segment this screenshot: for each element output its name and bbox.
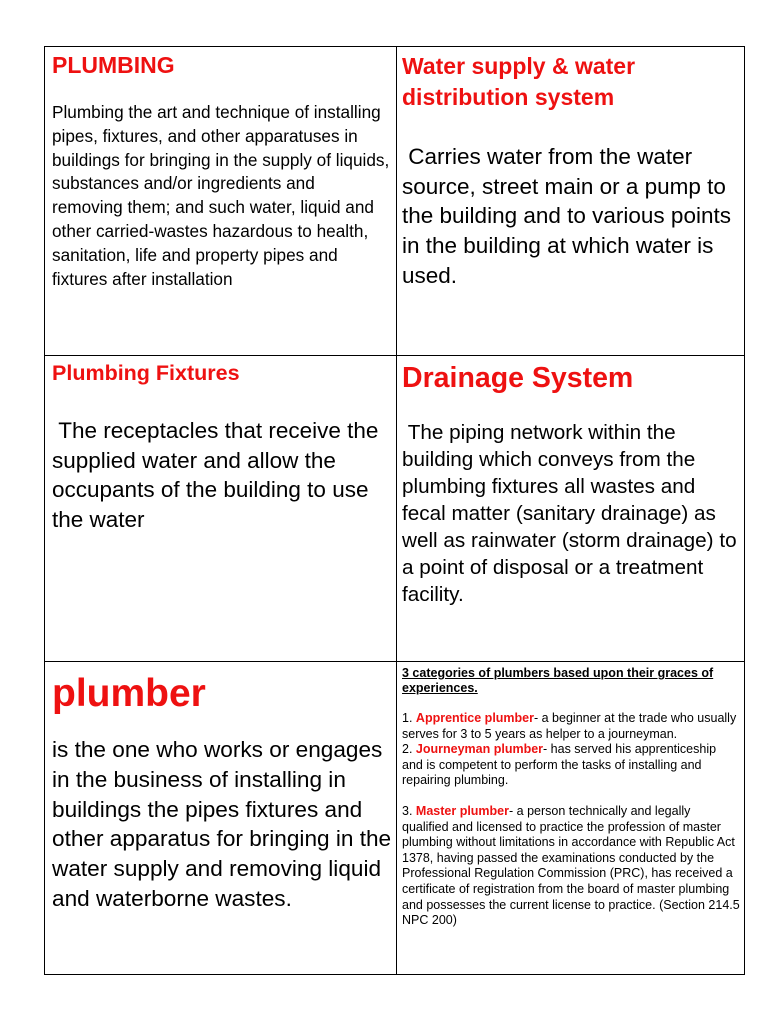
category-item-journeyman: [402, 742, 740, 789]
cell-drainage-system: [402, 360, 744, 608]
water-supply-title: Water supply & water distribution system: [402, 53, 636, 110]
category-number: 3.: [402, 803, 413, 818]
plumber-title: plumber: [52, 672, 206, 715]
category-description: - has served his apprenticeship and is competent to perform the tasks of installing and repairing plumbing.: [402, 742, 717, 788]
fixtures-title: Plumbing Fixtures: [52, 361, 240, 385]
category-number: 1.: [402, 711, 413, 725]
cell-plumbing: [52, 52, 390, 291]
drainage-body: [402, 419, 744, 608]
category-name: Journeyman plumber: [415, 742, 544, 757]
category-name: Master plumber: [415, 803, 510, 818]
drainage-title: Drainage System: [402, 362, 634, 394]
column-divider: [396, 46, 397, 975]
plumbing-body: Plumbing the art and technique of installing pipes, fixtures, and other apparatuses in buildings for bringing in the supply of liquids, substances and/or ingredients and removing them; and such water, liquid and other carried-wastes hazardous to health, sanitation, life and property pipes and fixtures after installation: [52, 102, 390, 289]
cell-plumber-categories: [402, 666, 740, 929]
category-name: Apprentice plumber: [415, 711, 534, 725]
category-item-apprentice: [402, 711, 740, 742]
cell-plumbing-fixtures: [52, 359, 390, 535]
category-description: - a person technically and legally qualified and licensed to practice the profession of master plumbing without limitations in accordance with Republic Act 1378, having passed the examinations conducted by the Professional Regulation Commission (PRC), has received a certificate of registration from the board of master plumbing and possesses the current license to practice. (Section 214.5 NPC 200): [402, 803, 740, 928]
fixtures-body-text: The receptacles that receive the supplied water and allow the occupants of the building to use the water: [52, 418, 379, 533]
water-supply-body-text: Carries water from the water source, street main or a pump to the building and to various points in the building at which water is used.: [402, 144, 731, 288]
water-supply-body: [402, 142, 742, 291]
fixtures-body: [52, 416, 390, 535]
drainage-body-text: The piping network within the building which conveys from the plumbing fixtures all wastes and fecal matter (sanitary drainage) as well as rainwater (storm drainage) to a point of disposal or a treatment facility.: [402, 421, 737, 606]
categories-heading: 3 categories of plumbers based upon their graces of experiences.: [402, 666, 714, 695]
cell-plumber: [52, 669, 392, 914]
plumber-body: is the one who works or engages in the business of installing in buildings the pipes fixtures and other apparatus for bringing in the water supply and removing liquid and waterborne wastes.: [52, 737, 392, 911]
cell-water-supply: [402, 51, 742, 291]
plumbing-title: PLUMBING: [52, 52, 175, 78]
category-number: 2.: [402, 742, 413, 757]
row-divider-2: [44, 661, 745, 662]
row-divider-1: [44, 355, 745, 356]
category-description: - a beginner at the trade who usually serves for 3 to 5 years as helper to a journeyman.: [402, 711, 737, 741]
category-item-master: [402, 804, 740, 929]
